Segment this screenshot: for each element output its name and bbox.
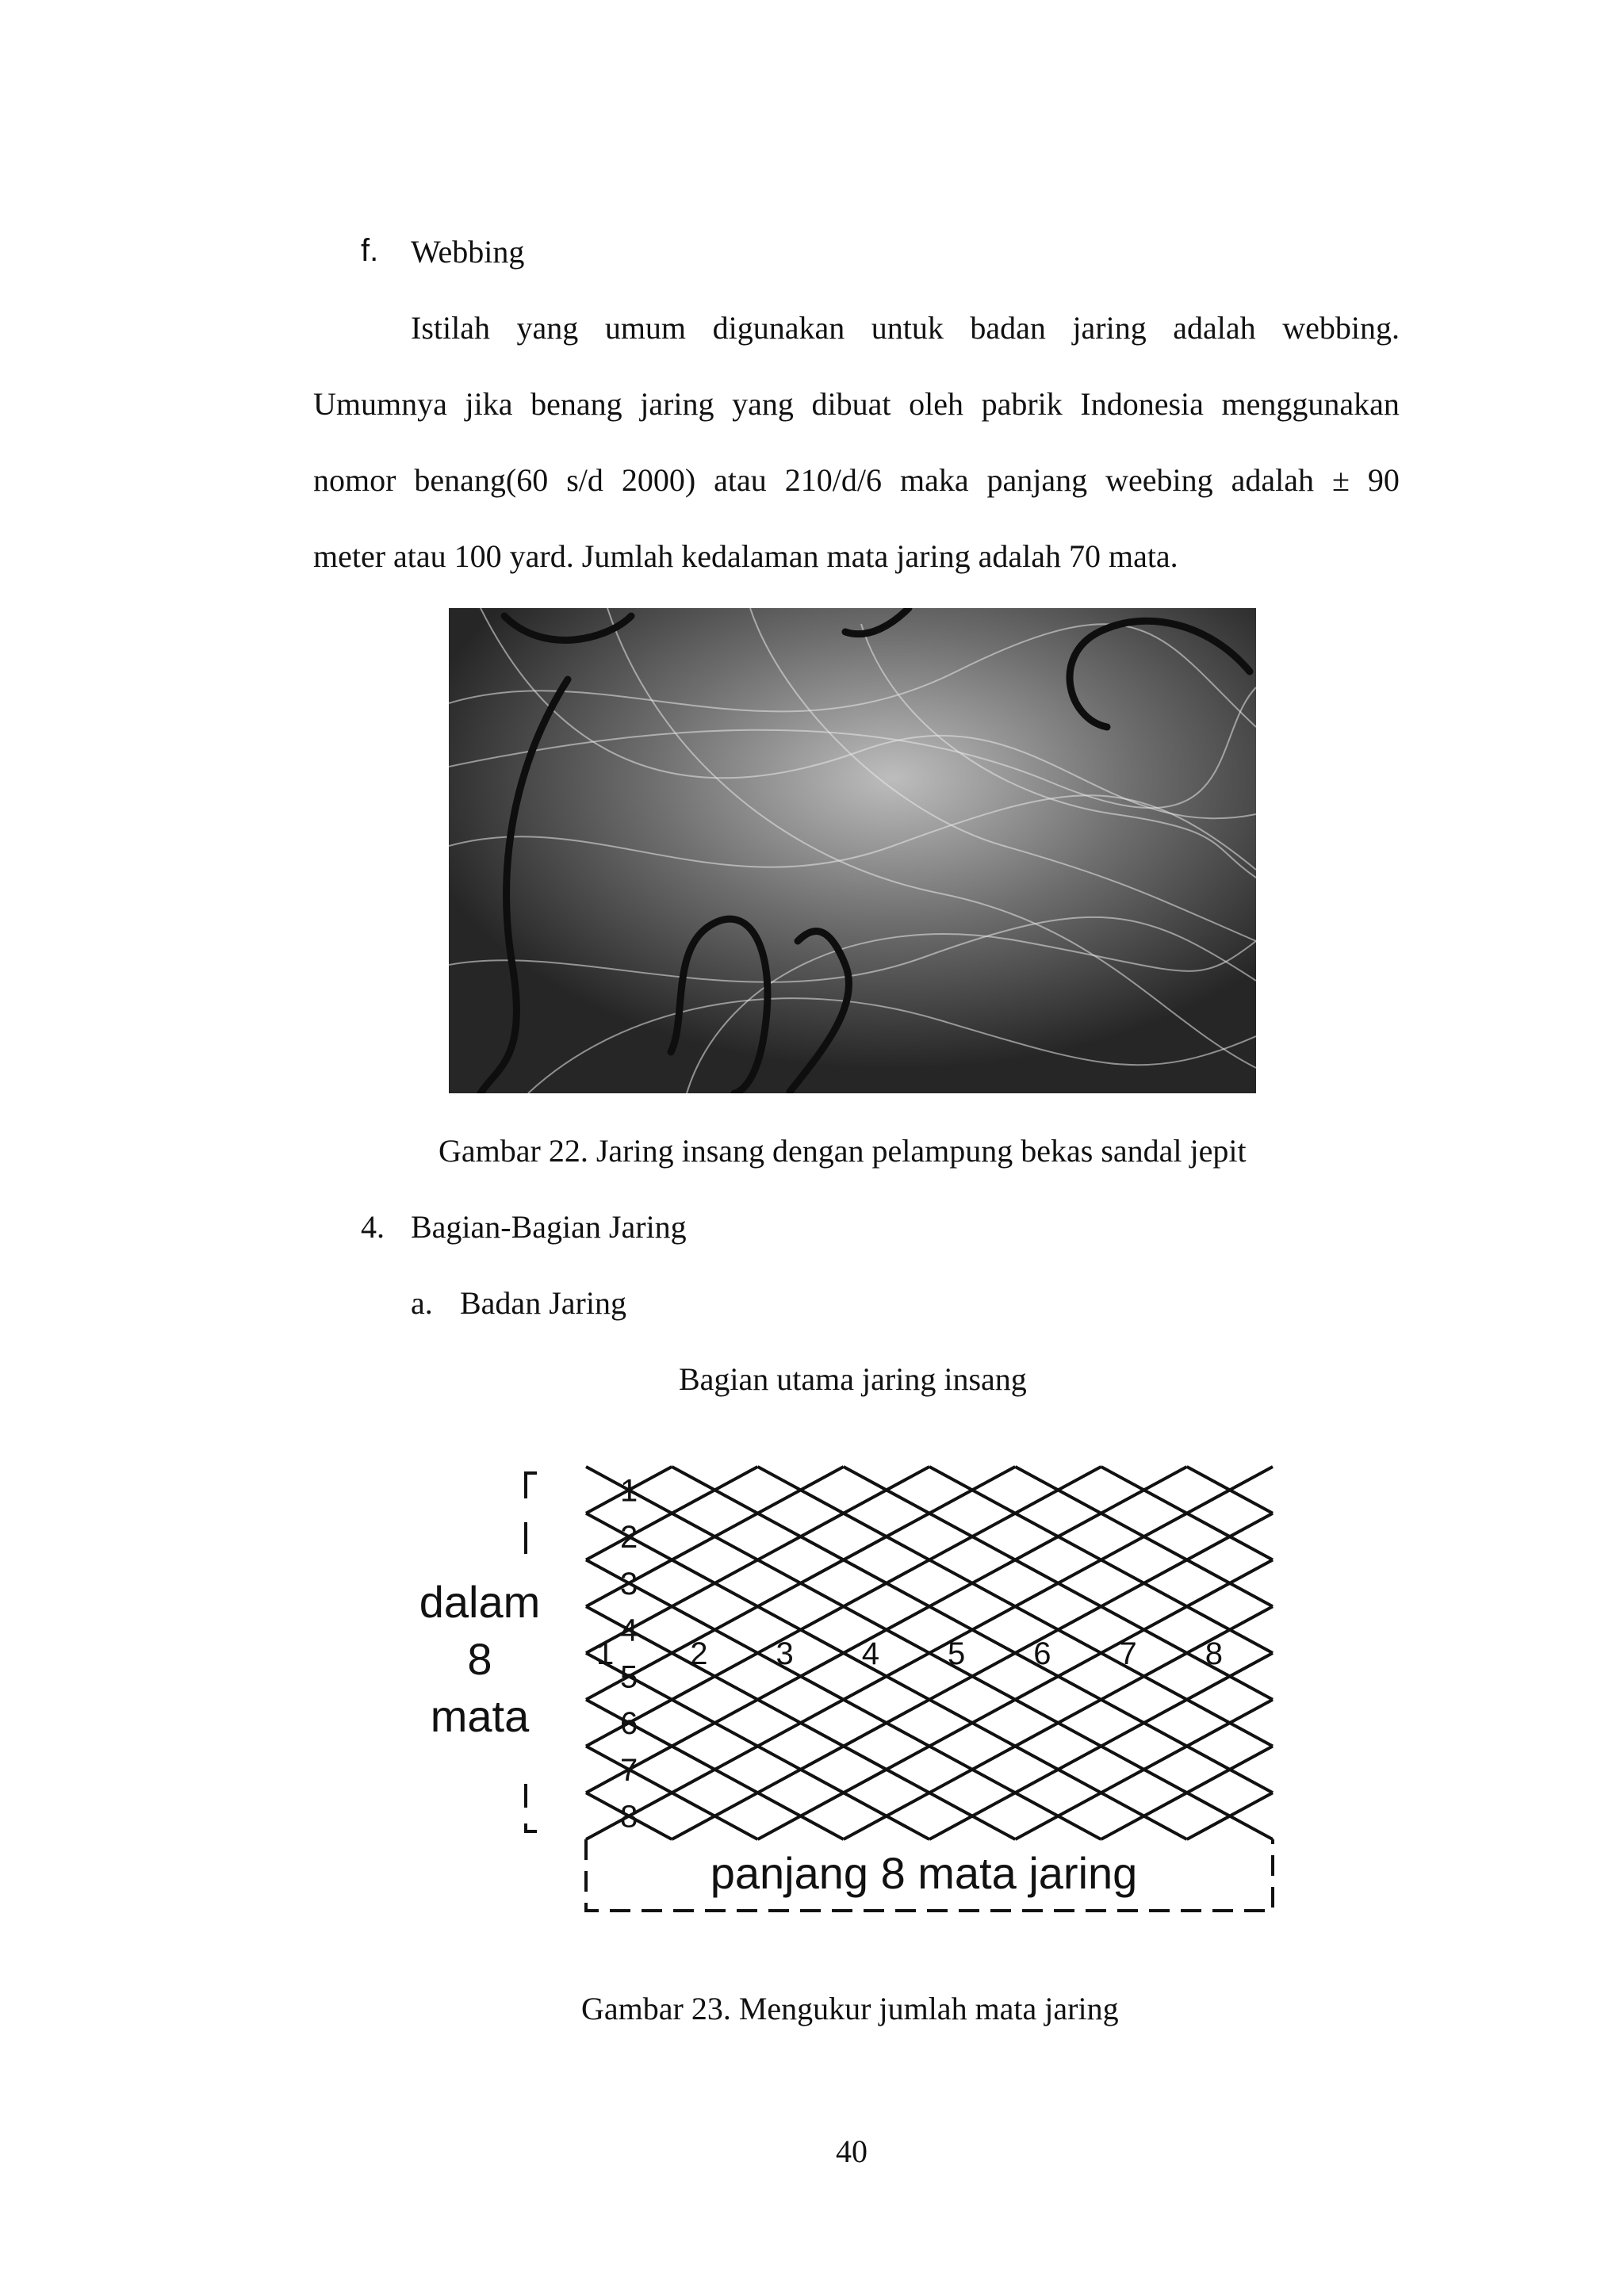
paragraph-word: untuk: [871, 310, 944, 346]
paragraph-line-1: [411, 309, 1400, 347]
depth-number: 3: [620, 1566, 638, 1601]
paragraph-word: maka: [899, 462, 969, 498]
section-4-marker: 4.: [361, 1209, 385, 1245]
length-number: 6: [1033, 1636, 1051, 1671]
net-subheading: Bagian utama jaring insang: [679, 1361, 1027, 1397]
paragraph-word: pabrik: [981, 386, 1063, 422]
depth-number: 5: [620, 1659, 638, 1695]
net-mesh-lines: [586, 1467, 1273, 1839]
paragraph-word: yang: [732, 386, 794, 422]
paragraph-word: ±: [1331, 462, 1350, 498]
depth-label-text: dalam: [419, 1577, 541, 1627]
paragraph-line-2: [313, 385, 1400, 423]
depth-number: 4: [620, 1613, 638, 1648]
paragraph-word: umum: [604, 310, 687, 346]
net-photo: [449, 608, 1256, 1093]
depth-bracket: [526, 1473, 537, 1831]
depth-label-text: mata: [430, 1691, 530, 1741]
paragraph-line-3: [313, 461, 1400, 499]
length-number: 3: [776, 1636, 794, 1671]
paragraph-word: menggunakan: [1221, 386, 1400, 422]
paragraph-word: yang: [516, 310, 579, 346]
section-f-marker: f.: [361, 233, 379, 268]
paragraph-word: adalah: [1173, 310, 1256, 346]
length-label: panjang 8 mata jaring: [710, 1848, 1138, 1898]
section-f-title: Webbing: [411, 234, 525, 270]
paragraph-word: badan: [970, 310, 1046, 346]
paragraph-word: atau: [714, 462, 767, 498]
page-number: 40: [836, 2133, 868, 2169]
paragraph-word: adalah: [1231, 462, 1314, 498]
depth-label-text: 8: [467, 1634, 492, 1684]
paragraph-line-4: meter atau 100 yard. Jumlah kedalaman mata jaring adalah 70 mata.: [313, 538, 1178, 574]
paragraph-word: Umumnya: [313, 386, 447, 422]
paragraph-word: Indonesia: [1080, 386, 1204, 422]
length-number: 7: [1119, 1636, 1137, 1671]
paragraph-word: dibuat: [811, 386, 891, 422]
section-a-title: Badan Jaring: [460, 1285, 626, 1321]
paragraph-word: nomor: [313, 462, 396, 498]
paragraph-word: s/d: [566, 462, 603, 498]
paragraph-word: panjang: [986, 462, 1088, 498]
length-number: 4: [861, 1636, 879, 1671]
paragraph-word: weebing: [1105, 462, 1213, 498]
depth-number: 2: [620, 1520, 638, 1556]
depth-number: 7: [620, 1752, 638, 1788]
paragraph-word: jaring: [1072, 310, 1147, 346]
paragraph-word: digunakan: [712, 310, 845, 346]
length-number: 8: [1205, 1636, 1223, 1671]
net-mesh-diagram: [416, 1451, 1289, 1927]
depth-number: 8: [620, 1799, 638, 1835]
length-number: 2: [690, 1636, 708, 1671]
paragraph-word: benang(60: [414, 462, 549, 498]
paragraph-word: benang: [530, 386, 622, 422]
length-number: 5: [948, 1636, 966, 1671]
paragraph-word: Istilah: [411, 310, 490, 346]
depth-number: 6: [620, 1706, 638, 1742]
figure-22-caption: Gambar 22. Jaring insang dengan pelampung bekas sandal jepit: [439, 1133, 1247, 1169]
paragraph-word: webbing.: [1282, 310, 1400, 346]
paragraph-word: jika: [465, 386, 513, 422]
section-a-marker: a.: [411, 1285, 433, 1321]
length-number: 1: [596, 1636, 615, 1671]
depth-number: 1: [620, 1473, 638, 1509]
paragraph-word: 2000): [621, 462, 696, 498]
paragraph-word: jaring: [640, 386, 714, 422]
paragraph-word: oleh: [909, 386, 963, 422]
paragraph-word: 210/d/6: [784, 462, 882, 498]
paragraph-word: 90: [1367, 462, 1400, 498]
figure-23-caption: Gambar 23. Mengukur jumlah mata jaring: [581, 1991, 1119, 2026]
section-4-title: Bagian-Bagian Jaring: [411, 1209, 687, 1245]
